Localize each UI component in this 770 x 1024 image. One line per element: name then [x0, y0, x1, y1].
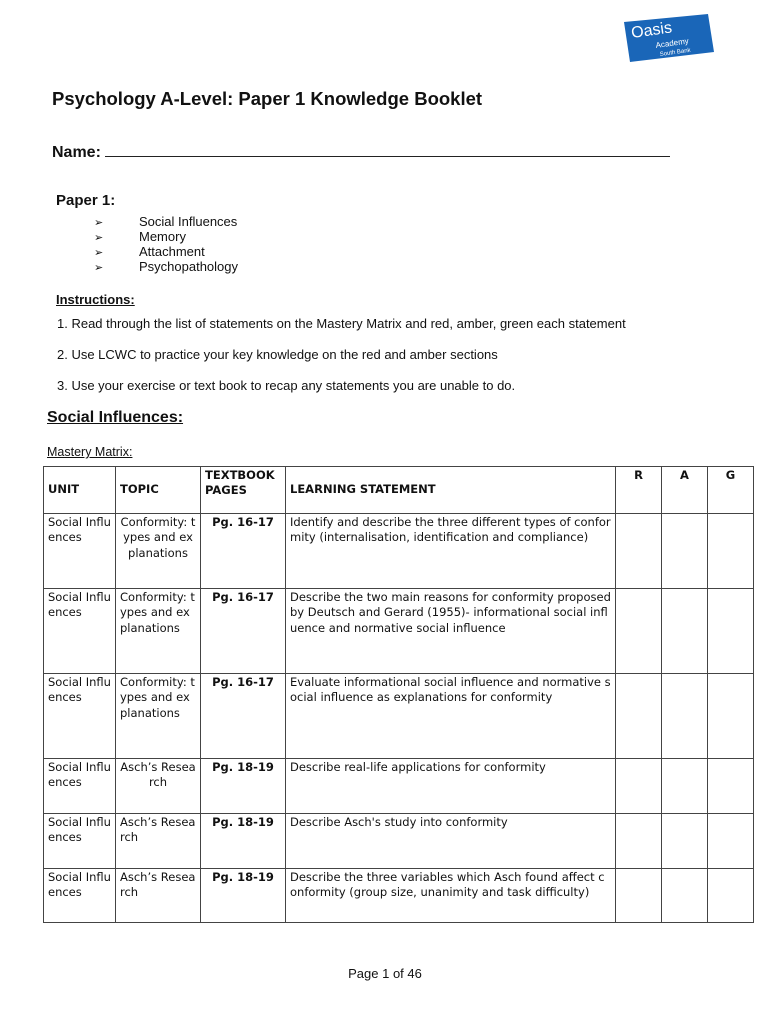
column-header-amber: A [662, 467, 708, 514]
table-row [44, 514, 754, 589]
table-row [44, 759, 754, 814]
name-field [52, 142, 670, 162]
cell-statement: Describe Asch's study into conformity [286, 814, 616, 869]
rag-amber-cell[interactable] [662, 869, 708, 923]
list-item [94, 244, 238, 259]
rag-red-cell[interactable] [616, 759, 662, 814]
topic-label: Psychopathology [139, 259, 239, 274]
mastery-matrix-label: Mastery Matrix: [47, 445, 133, 459]
rag-red-cell[interactable] [616, 674, 662, 759]
rag-amber-cell[interactable] [662, 589, 708, 674]
column-header-unit: UNIT [44, 467, 116, 514]
cell-statement: Describe the two main reasons for conformity proposed by Deutsch and Gerard (1955)- informational social influence and normative social influence [286, 589, 616, 674]
list-item [94, 229, 238, 244]
arrowhead-bullet-icon: ➢ [94, 246, 104, 259]
table-row [44, 814, 754, 869]
table-row [44, 674, 754, 759]
rag-green-cell[interactable] [708, 674, 754, 759]
topic-list [94, 214, 238, 274]
cell-pages: Pg. 16-17 [201, 589, 286, 674]
cell-unit: Social Influences [44, 514, 116, 589]
list-item [94, 259, 238, 274]
cell-topic: Conformity: types and explanations [116, 674, 201, 759]
cell-unit: Social Influences [44, 759, 116, 814]
arrowhead-bullet-icon: ➢ [94, 216, 104, 229]
arrowhead-bullet-icon: ➢ [94, 231, 104, 244]
logo-text-main: Oasis [630, 19, 674, 42]
cell-topic: Asch’s Research [116, 759, 201, 814]
table-row [44, 869, 754, 923]
cell-statement: Describe real-life applications for conformity [286, 759, 616, 814]
cell-pages: Pg. 16-17 [201, 514, 286, 589]
instruction-step: 1. Read through the list of statements on the Mastery Matrix and red, amber, green each statement [57, 316, 626, 331]
rag-amber-cell[interactable] [662, 759, 708, 814]
cell-unit: Social Influences [44, 869, 116, 923]
name-label: Name: [52, 144, 101, 161]
rag-amber-cell[interactable] [662, 674, 708, 759]
cell-topic: Conformity: types and explanations [116, 589, 201, 674]
rag-red-cell[interactable] [616, 589, 662, 674]
cell-statement: Evaluate informational social influence and normative social influence as explanations for conformity [286, 674, 616, 759]
instruction-step: 3. Use your exercise or text book to recap any statements you are unable to do. [57, 378, 516, 393]
list-item [94, 214, 238, 229]
column-header-pages: TEXTBOOK PAGES [201, 467, 286, 514]
column-header-green: G [708, 467, 754, 514]
cell-pages: Pg. 18-19 [201, 759, 286, 814]
mastery-matrix-table [43, 466, 754, 923]
table-header-row [44, 467, 754, 514]
cell-unit: Social Influences [44, 814, 116, 869]
topic-label: Attachment [139, 244, 205, 259]
cell-unit: Social Influences [44, 674, 116, 759]
cell-topic: Asch’s Research [116, 814, 201, 869]
logo-text-academy: Academy [655, 36, 690, 50]
cell-unit: Social Influences [44, 589, 116, 674]
name-blank-line [105, 142, 670, 157]
cell-topic: Asch’s Research [116, 869, 201, 923]
cell-pages: Pg. 18-19 [201, 869, 286, 923]
rag-green-cell[interactable] [708, 869, 754, 923]
column-header-topic: TOPIC [116, 467, 201, 514]
table-row [44, 589, 754, 674]
rag-amber-cell[interactable] [662, 514, 708, 589]
logo-text-location: South Bank [659, 47, 692, 58]
rag-green-cell[interactable] [708, 514, 754, 589]
column-header-red: R [616, 467, 662, 514]
cell-topic: Conformity: types and explanations [116, 514, 201, 589]
paper-heading: Paper 1: [56, 192, 116, 209]
oasis-academy-logo [620, 14, 714, 62]
page-number: Page 1 of 46 [348, 966, 422, 981]
rag-red-cell[interactable] [616, 814, 662, 869]
rag-green-cell[interactable] [708, 589, 754, 674]
rag-red-cell[interactable] [616, 514, 662, 589]
cell-statement: Describe the three variables which Asch found affect conformity (group size, unanimity and task difficulty) [286, 869, 616, 923]
instruction-step: 2. Use LCWC to practice your key knowledge on the red and amber sections [57, 347, 498, 362]
rag-amber-cell[interactable] [662, 814, 708, 869]
topic-label: Memory [139, 229, 186, 244]
rag-green-cell[interactable] [708, 759, 754, 814]
section-heading: Social Influences: [47, 409, 184, 426]
rag-red-cell[interactable] [616, 869, 662, 923]
topic-label: Social Influences [139, 214, 238, 229]
cell-pages: Pg. 18-19 [201, 814, 286, 869]
instructions-heading: Instructions: [56, 292, 135, 307]
column-header-statement: LEARNING STATEMENT [286, 467, 616, 514]
rag-green-cell[interactable] [708, 814, 754, 869]
cell-pages: Pg. 16-17 [201, 674, 286, 759]
arrowhead-bullet-icon: ➢ [94, 261, 104, 274]
cell-statement: Identify and describe the three different types of conformity (internalisation, identification and compliance) [286, 514, 616, 589]
page-title: Psychology A-Level: Paper 1 Knowledge Booklet [52, 88, 483, 109]
